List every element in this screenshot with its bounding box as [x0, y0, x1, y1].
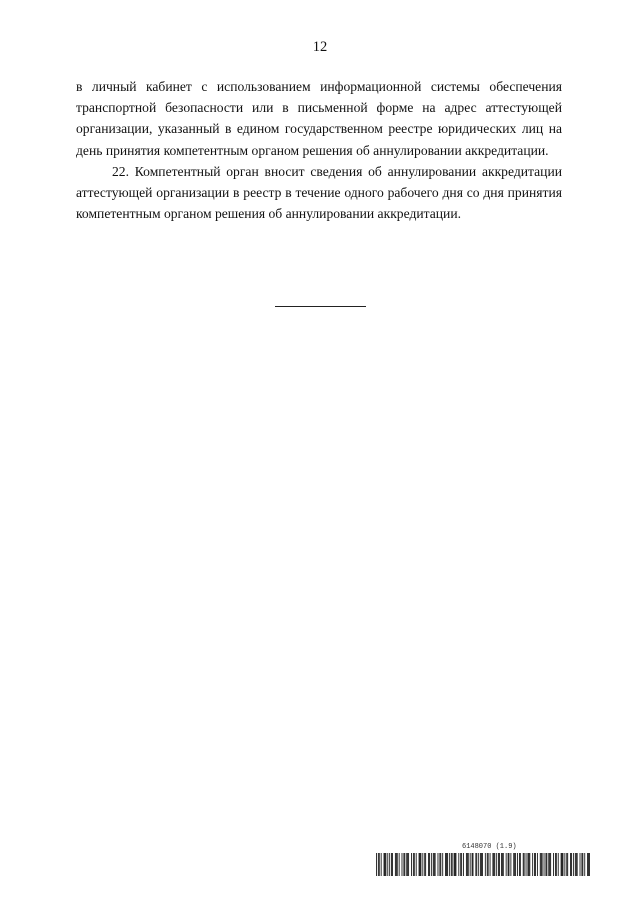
barcode-bar	[452, 853, 453, 876]
barcode-bar	[541, 853, 542, 876]
barcode-bar	[392, 853, 393, 876]
barcode-bar	[384, 853, 385, 876]
barcode-bar	[545, 853, 546, 876]
barcode-bar	[439, 853, 440, 876]
document-code: 6148070 (1.9)	[462, 843, 517, 851]
barcode-bar	[519, 853, 520, 876]
barcode-bar	[472, 853, 473, 876]
barcode-bar	[446, 853, 447, 876]
barcode-bar	[529, 853, 530, 876]
barcode-bar	[499, 853, 500, 876]
barcode-bar	[562, 853, 563, 876]
barcode-bar	[460, 853, 461, 876]
barcode-bar	[496, 853, 497, 876]
paragraph-22: 22. Компетентный орган вносит сведения об аннулировании аккредитации аттестующей организации в реестр в течение одного рабочего дня со дня принятия компетентным органом решения об аннулировании аккредитации.	[76, 163, 562, 222]
barcode-bar	[438, 853, 439, 876]
barcode-bar	[517, 853, 518, 876]
document-body	[76, 76, 562, 224]
barcode-bar	[424, 853, 425, 876]
barcode-bar	[467, 853, 468, 876]
barcode-bar	[494, 853, 495, 876]
barcode-bar	[587, 853, 588, 876]
barcode-bar	[523, 853, 524, 876]
barcode-bar	[411, 853, 412, 876]
barcode-bar	[468, 853, 469, 876]
barcode-bar	[408, 853, 409, 876]
barcode-bar	[402, 853, 403, 876]
barcode-bar	[381, 853, 382, 876]
barcode-bar	[502, 853, 503, 876]
barcode-bar	[463, 853, 464, 876]
barcode-bar	[540, 853, 541, 876]
barcode-bar	[454, 853, 455, 876]
barcode-bar	[458, 853, 459, 876]
barcode-bar	[550, 853, 551, 876]
barcode-bar	[575, 853, 576, 876]
barcode-bar	[553, 853, 554, 876]
barcode-bar	[475, 853, 476, 876]
barcode-bar	[445, 853, 446, 876]
barcode-bar	[535, 853, 536, 876]
barcode-bar	[561, 853, 562, 876]
barcode-bar	[485, 853, 486, 876]
barcode-bar	[396, 853, 397, 876]
barcode-bar	[378, 853, 379, 876]
barcode-bar	[466, 853, 467, 876]
barcode-bar	[564, 853, 565, 876]
barcode-bar	[589, 853, 590, 876]
barcode-bar	[431, 853, 432, 876]
barcode-bar	[492, 853, 493, 876]
barcode-icon	[376, 853, 590, 876]
barcode-bar	[395, 853, 396, 876]
barcode-bar	[385, 853, 386, 876]
barcode-bar	[449, 853, 450, 876]
barcode-bar	[434, 853, 435, 876]
barcode-bar	[420, 853, 421, 876]
barcode-bar	[428, 853, 429, 876]
barcode-bar	[558, 853, 559, 876]
barcode-bar	[481, 853, 482, 876]
barcode-bar	[488, 853, 489, 876]
barcode-bar	[422, 853, 423, 876]
barcode-bar	[573, 853, 574, 876]
barcode-bar	[435, 853, 436, 876]
barcode-bar	[470, 853, 471, 876]
barcode-bar	[487, 853, 488, 876]
barcode-bar	[520, 853, 521, 876]
barcode-bar	[556, 853, 557, 876]
barcode-bar	[480, 853, 481, 876]
barcode-bar	[514, 853, 515, 876]
barcode-bar	[546, 853, 547, 876]
barcode-bar	[407, 853, 408, 876]
barcode-bar	[385, 853, 386, 876]
barcode-bar	[493, 853, 494, 876]
barcode-bar	[389, 853, 390, 876]
barcode-bar	[440, 853, 441, 876]
barcode-bar	[570, 853, 571, 876]
barcode-bar	[528, 853, 529, 876]
barcode-bar	[532, 853, 533, 876]
barcode-bar	[576, 853, 577, 876]
barcode-bar	[387, 853, 388, 876]
barcode-bar	[580, 853, 581, 876]
barcode-bar	[501, 853, 502, 876]
barcode-bar	[476, 853, 477, 876]
barcode-bar	[478, 853, 479, 876]
barcode-bar	[503, 853, 504, 876]
barcode-bar	[508, 853, 509, 876]
barcode-bar	[482, 853, 483, 876]
barcode-bar	[419, 853, 420, 876]
barcode-bar	[528, 853, 529, 876]
barcode-bar	[391, 853, 392, 876]
barcode-bar	[549, 853, 550, 876]
barcode-bar	[456, 853, 457, 876]
barcode-bar	[413, 853, 414, 876]
paragraph-continuation: в личный кабинет с использованием информационной системы обеспечения транспортной безопасности или в письменной форме на адрес аттестующей организации, указанный в едином государственном реестре юридических лиц на день принятия компетентным органом решения об аннулировании аккредитации.	[76, 79, 562, 158]
barcode-bar	[526, 853, 527, 876]
barcode-bar	[571, 853, 572, 876]
barcode-bar	[406, 853, 407, 876]
end-of-document-rule	[275, 306, 366, 307]
barcode-bar	[513, 853, 514, 876]
barcode-bar	[515, 853, 516, 876]
barcode-bar	[555, 853, 556, 876]
barcode-bar	[542, 853, 543, 876]
barcode-bar	[414, 853, 415, 876]
barcode-bar	[376, 853, 377, 876]
barcode-bar	[506, 853, 507, 876]
barcode-bar	[433, 853, 434, 876]
barcode-bar	[461, 853, 462, 876]
barcode-bar	[425, 853, 426, 876]
barcode-bar	[566, 853, 567, 876]
barcode-bar	[404, 853, 405, 876]
barcode-bar	[451, 853, 452, 876]
barcode-bar	[584, 853, 585, 876]
barcode-bar	[582, 853, 583, 876]
barcode-bar	[399, 853, 400, 876]
barcode-bar	[544, 853, 545, 876]
barcode-bar	[403, 853, 404, 876]
barcode-bar	[534, 853, 535, 876]
barcode-bar	[548, 853, 549, 876]
barcode-bar	[581, 853, 582, 876]
barcode-bar	[421, 853, 422, 876]
barcode-bar	[379, 853, 380, 876]
barcode-bar	[429, 853, 430, 876]
barcode-bar	[473, 853, 474, 876]
barcode-bar	[524, 853, 525, 876]
page-number: 12	[312, 39, 328, 55]
barcode-bar	[490, 853, 491, 876]
barcode-bar	[498, 853, 499, 876]
barcode-bar	[537, 853, 538, 876]
barcode-bar	[510, 853, 511, 876]
barcode-bar	[577, 853, 578, 876]
barcode-bar	[442, 853, 443, 876]
barcode-bar	[397, 853, 398, 876]
barcode-bar	[563, 853, 564, 876]
barcode-bar	[447, 853, 448, 876]
barcode-bar	[455, 853, 456, 876]
barcode-bar	[416, 853, 417, 876]
barcode-bar	[588, 853, 589, 876]
barcode-bar	[509, 853, 510, 876]
barcode-bar	[567, 853, 568, 876]
